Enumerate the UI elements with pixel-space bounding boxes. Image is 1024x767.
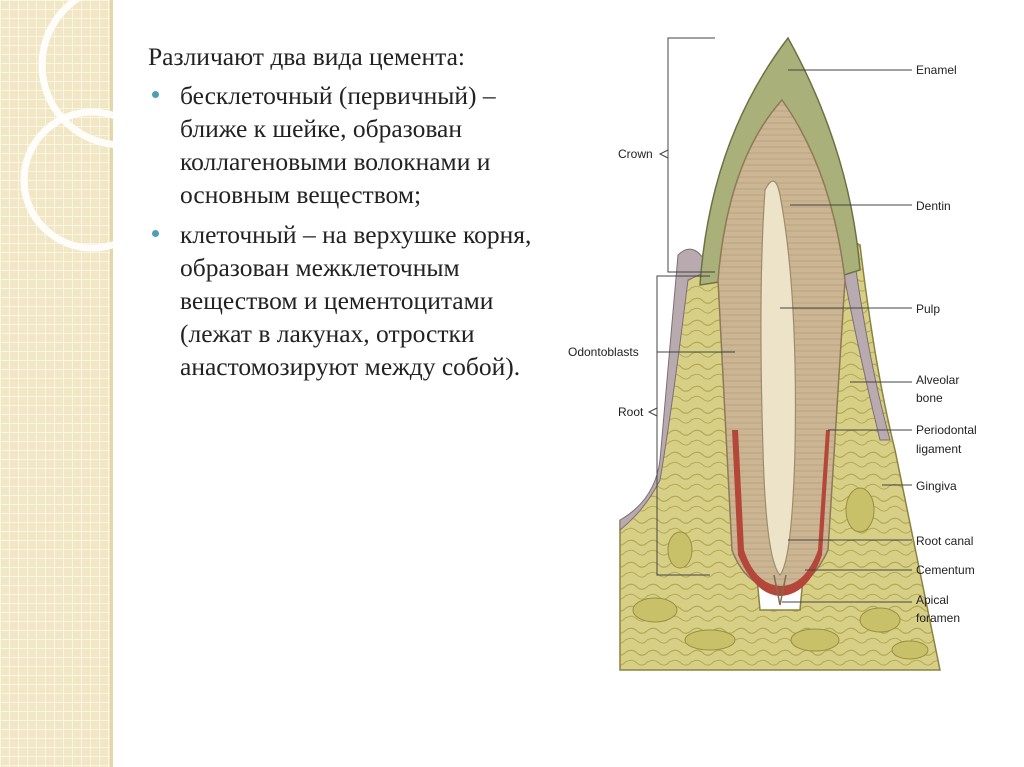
bullet-acellular — [148, 79, 548, 211]
tooth-diagram — [560, 30, 1020, 680]
label-gingiva: Gingiva — [916, 479, 957, 493]
label-odontoblasts: Odontoblasts — [568, 345, 639, 359]
label-root: Root — [618, 405, 644, 419]
label-crown: Crown — [618, 147, 653, 161]
bullet-cellular — [148, 218, 548, 383]
label-periodontal-1: Periodontal — [916, 423, 977, 437]
slide-text — [148, 40, 548, 390]
bullet-text: бесклеточный (первичный) – ближе к шейке, образован коллагеновыми волокнами и основным веществом; — [180, 81, 496, 209]
label-apical-1: Apical — [916, 593, 949, 607]
label-enamel: Enamel — [916, 63, 957, 77]
bullet-list — [148, 79, 548, 383]
decorative-rings — [0, 0, 130, 260]
label-alveolar-2: bone — [916, 391, 943, 405]
bullet-dot-icon — [152, 91, 159, 98]
label-alveolar-1: Alveolar — [916, 373, 960, 387]
slide-heading: Различают два вида цемента: — [148, 42, 465, 71]
label-dentin: Dentin — [916, 199, 951, 213]
label-periodontal-2: ligament — [916, 442, 962, 456]
label-apical-2: foramen — [916, 611, 961, 625]
bullet-text: клеточный – на верхушке корня, образован межклеточным веществом и цементоцитами (лежат в лакунах, отростки анастомозируют между собой). — [180, 220, 532, 381]
label-cementum: Cementum — [916, 563, 975, 577]
label-root-canal: Root canal — [916, 534, 974, 548]
bullet-dot-icon — [152, 230, 159, 237]
label-pulp: Pulp — [916, 302, 941, 316]
